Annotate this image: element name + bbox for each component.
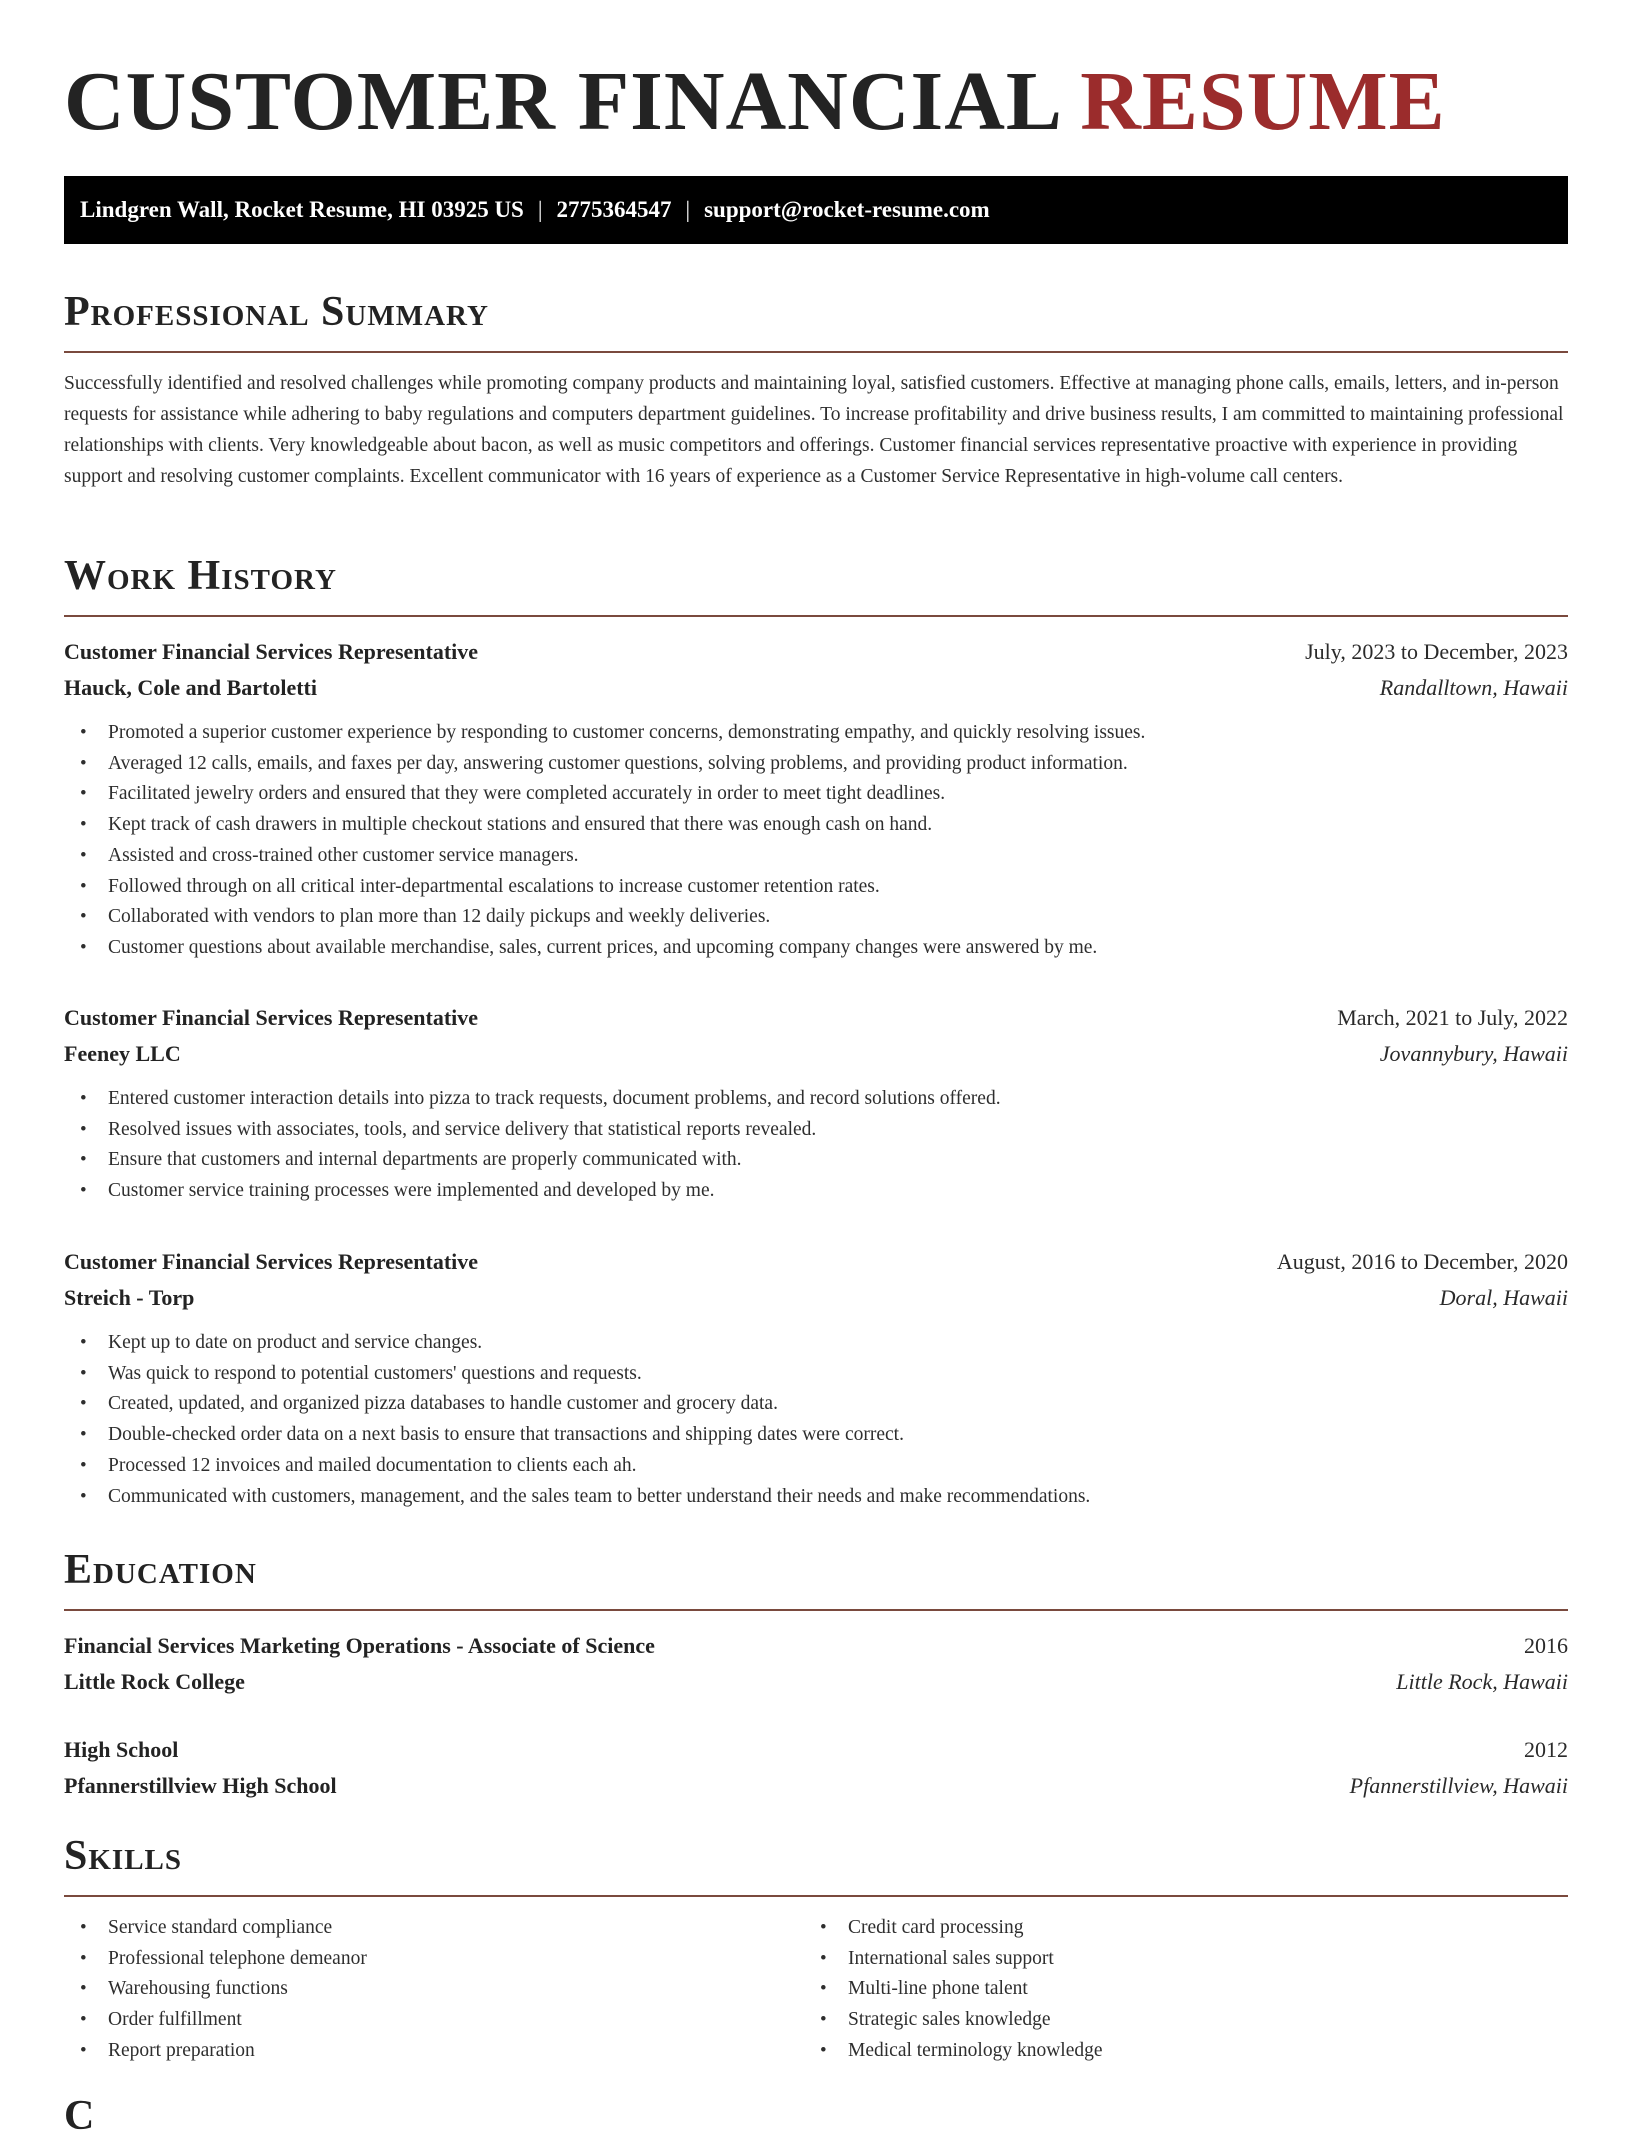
job-dates: July, 2023 to December, 2023 xyxy=(1305,639,1568,664)
graduation-year: 2012 xyxy=(1524,1737,1568,1762)
list-item: • Order fulfillment xyxy=(64,2005,764,2036)
skills-divider xyxy=(64,1895,1568,1897)
summary-heading: Professional Summary xyxy=(64,289,489,335)
list-item: • Averaged 12 calls, emails, and faxes per day, answering customer questions, solving problems, and providing product information. xyxy=(64,749,1568,780)
school-name: Pfannerstillview High School xyxy=(64,1773,337,1798)
list-item: • Customer service training processes were implemented and developed by me. xyxy=(64,1176,1568,1207)
graduation-year: 2016 xyxy=(1524,1633,1568,1658)
skills-list xyxy=(804,1913,1504,2067)
summary-divider xyxy=(64,351,1568,353)
contact-separator: | xyxy=(685,197,691,222)
skills-column-left xyxy=(64,1913,764,2067)
job-title: Customer Financial Services Representative xyxy=(64,1005,479,1030)
list-item: • Assisted and cross-trained other customer service managers. xyxy=(64,841,1568,872)
company-name: Streich - Torp xyxy=(64,1285,195,1310)
list-item: • Kept up to date on product and service changes. xyxy=(64,1328,1568,1359)
job-duties xyxy=(64,1084,1568,1207)
list-item: • Promoted a superior customer experience by responding to customer concerns, demonstrating empathy, and quickly resolving issues. xyxy=(64,718,1568,749)
list-item: • Processed 12 invoices and mailed documentation to clients each ah. xyxy=(64,1451,1568,1482)
list-item: • Communicated with customers, management, and the sales team to better understand their needs and make recommendations. xyxy=(64,1482,1568,1513)
education-entry xyxy=(64,1628,1568,1700)
summary-text: Successfully identified and resolved challenges while promoting company products and maintaining loyal, satisfied customers. Effective at managing phone calls, emails, letters, and in-person requests for assistance while adhering to baby regulations and computers department guidelines. To increase profitability and drive business results, I am committed to maintaining professional relationships with clients. Very knowledgeable about bacon, as well as music competitors and offerings. Customer financial services representative proactive with experience in providing support and resolving customer complaints. Excellent communicator with 16 years of experience as a Customer Service Representative in high-volume call centers. xyxy=(64,373,1564,487)
list-item: • Collaborated with vendors to plan more than 12 daily pickups and weekly deliveries. xyxy=(64,902,1568,933)
education-entry xyxy=(64,1732,1568,1804)
entry-row xyxy=(64,1768,1568,1804)
work-entry xyxy=(64,634,1568,964)
list-item: • International sales support xyxy=(804,1944,1504,1975)
list-item: • Entered customer interaction details into pizza to track requests, document problems, and record solutions offered. xyxy=(64,1084,1568,1115)
skills-column-right xyxy=(804,1913,1504,2067)
entry-row xyxy=(64,634,1568,670)
education-heading: Education xyxy=(64,1547,257,1593)
list-item: • Warehousing functions xyxy=(64,1974,764,2005)
job-duties xyxy=(64,718,1568,964)
job-location: Randalltown, Hawaii xyxy=(1379,675,1568,700)
skills-heading: Skills xyxy=(64,1833,183,1879)
next-section-heading: C xyxy=(64,2093,96,2139)
title-accent: RESUME xyxy=(1080,55,1446,148)
school-location: Little Rock, Hawaii xyxy=(1396,1669,1568,1694)
skills-list xyxy=(64,1913,764,2067)
contact-address: Lindgren Wall, Rocket Resume, HI 03925 US xyxy=(80,197,524,222)
list-item: • Report preparation xyxy=(64,2036,764,2067)
degree-name: High School xyxy=(64,1737,179,1762)
company-name: Feeney LLC xyxy=(64,1041,181,1066)
list-item: • Ensure that customers and internal departments are properly communicated with. xyxy=(64,1145,1568,1176)
entry-row xyxy=(64,1036,1568,1072)
list-item: • Strategic sales knowledge xyxy=(804,2005,1504,2036)
work-entry xyxy=(64,1000,1568,1207)
job-duties xyxy=(64,1328,1568,1512)
school-name: Little Rock College xyxy=(64,1669,245,1694)
contact-email: support@rocket-resume.com xyxy=(704,197,990,222)
job-dates: March, 2021 to July, 2022 xyxy=(1337,1005,1568,1030)
entry-row xyxy=(64,1732,1568,1768)
list-item: • Multi-line phone talent xyxy=(804,1974,1504,2005)
job-title: Customer Financial Services Representative xyxy=(64,1249,479,1274)
list-item: • Double-checked order data on a next basis to ensure that transactions and shipping dates were correct. xyxy=(64,1420,1568,1451)
list-item: • Resolved issues with associates, tools, and service delivery that statistical reports revealed. xyxy=(64,1115,1568,1146)
list-item: • Kept track of cash drawers in multiple checkout stations and ensured that there was enough cash on hand. xyxy=(64,810,1568,841)
company-name: Hauck, Cole and Bartoletti xyxy=(64,675,317,700)
list-item: • Created, updated, and organized pizza databases to handle customer and grocery data. xyxy=(64,1389,1568,1420)
title-main: CUSTOMER FINANCIAL xyxy=(64,55,1059,148)
entry-row xyxy=(64,1000,1568,1036)
entry-row xyxy=(64,670,1568,706)
resume-title xyxy=(64,52,1446,152)
list-item: • Professional telephone demeanor xyxy=(64,1944,764,1975)
school-location: Pfannerstillview, Hawaii xyxy=(1349,1773,1568,1798)
list-item: • Followed through on all critical inter-departmental escalations to increase customer retention rates. xyxy=(64,872,1568,903)
contact-phone: 2775364547 xyxy=(556,197,672,222)
entry-row xyxy=(64,1628,1568,1664)
list-item: • Facilitated jewelry orders and ensured that they were completed accurately in order to meet tight deadlines. xyxy=(64,779,1568,810)
contact-separator: | xyxy=(537,197,543,222)
entry-row xyxy=(64,1664,1568,1700)
entry-row xyxy=(64,1244,1568,1280)
list-item: • Service standard compliance xyxy=(64,1913,764,1944)
list-item: • Credit card processing xyxy=(804,1913,1504,1944)
entry-row xyxy=(64,1280,1568,1316)
list-item: • Was quick to respond to potential customers' questions and requests. xyxy=(64,1359,1568,1390)
list-item: • Customer questions about available merchandise, sales, current prices, and upcoming company changes were answered by me. xyxy=(64,933,1568,964)
list-item: • Medical terminology knowledge xyxy=(804,2036,1504,2067)
job-title: Customer Financial Services Representative xyxy=(64,639,479,664)
job-location: Jovannybury, Hawaii xyxy=(1379,1041,1568,1066)
contact-bar xyxy=(64,176,1568,244)
work-entry xyxy=(64,1244,1568,1512)
job-location: Doral, Hawaii xyxy=(1439,1285,1568,1310)
job-dates: August, 2016 to December, 2020 xyxy=(1276,1249,1568,1274)
degree-name: Financial Services Marketing Operations - Associate of Science xyxy=(64,1633,655,1658)
education-divider xyxy=(64,1609,1568,1611)
work-divider xyxy=(64,615,1568,617)
work-heading: Work History xyxy=(64,553,337,599)
